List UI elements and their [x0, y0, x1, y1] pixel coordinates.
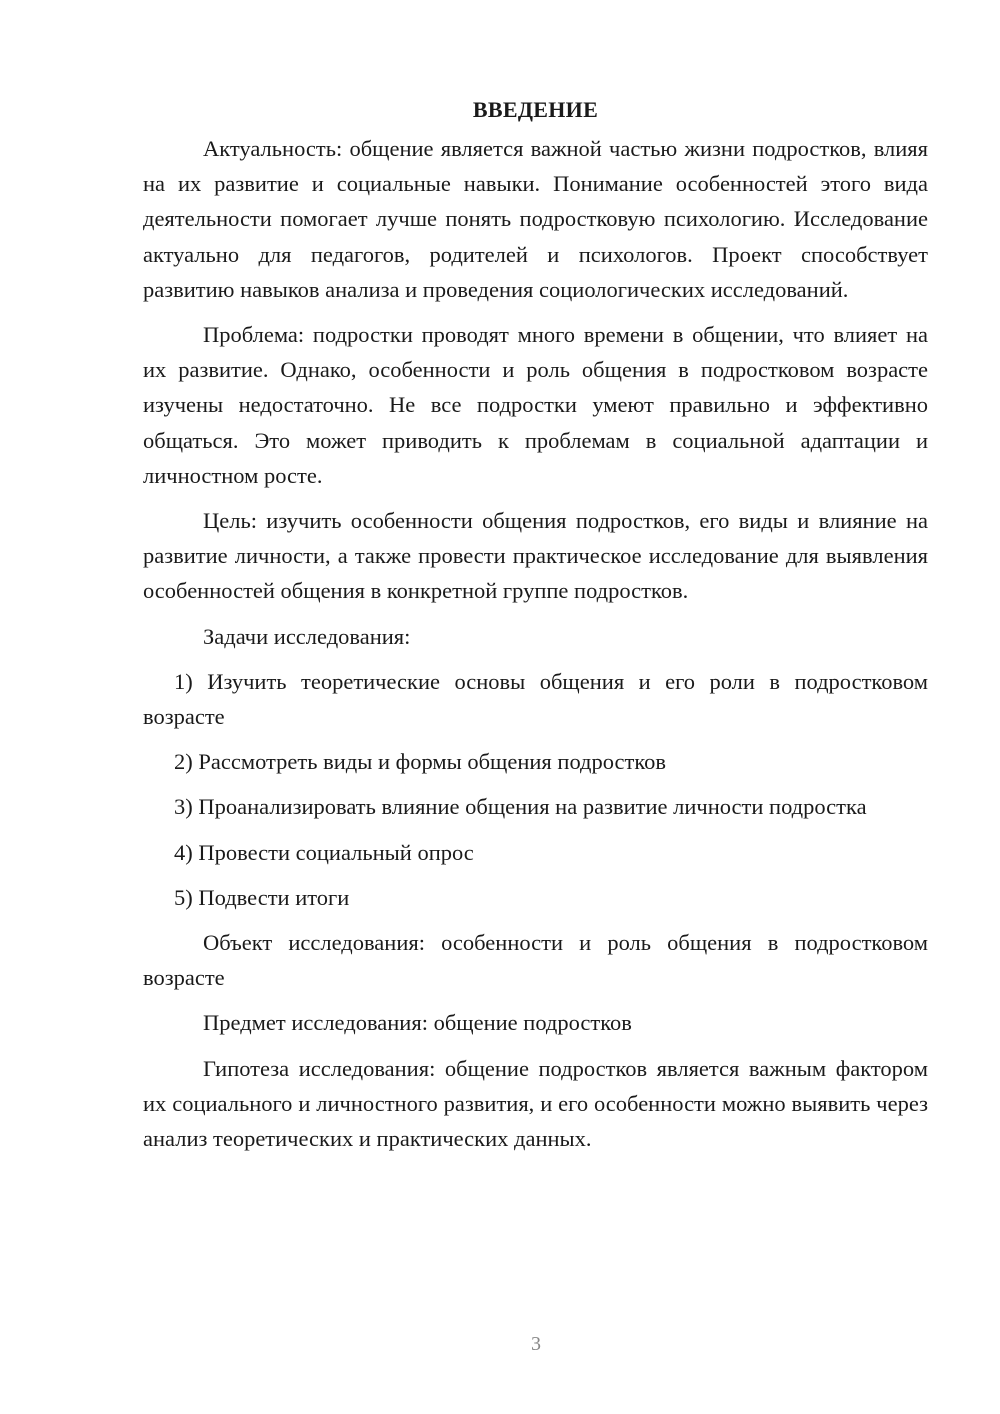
- tasks-heading: Задачи исследования:: [203, 623, 411, 649]
- list-item: 5) Подвести итоги: [174, 884, 350, 910]
- paragraph-object: Объект исследования: особенности и роль общения в подростковом возрасте: [143, 930, 928, 991]
- page-number: 3: [531, 1333, 541, 1355]
- list-item: 4) Провести социальный опрос: [174, 839, 474, 865]
- document-page: [143, 92, 928, 1166]
- paragraph-goal: Цель: изучить особенности общения подростков, его виды и влияние на развитие личности, а также провести практическое исследование для выявления особенностей общения в конкретной группе подростков.: [143, 508, 928, 604]
- list-item: 2) Рассмотреть виды и формы общения подростков: [174, 749, 667, 775]
- tasks-list: [143, 664, 928, 915]
- list-item: 3) Проанализировать влияние общения на развитие личности подростка: [174, 794, 867, 820]
- list-item: 1) Изучить теоретические основы общения и его роли в подростковом возрасте: [143, 668, 928, 730]
- paragraph-problem: Проблема: подростки проводят много времени в общении, что влияет на их развитие. Однако, особенности и роль общения в подростковом возрасте изучены недостаточно. Не все подростки умеют правильно и эффективно общаться. Это может приводить к проблемам в социальной адаптации и личностном росте.: [143, 322, 928, 488]
- paragraph-subject: Предмет исследования: общение подростков: [203, 1010, 632, 1036]
- paragraph-hypothesis: Гипотеза исследования: общение подростков является важным фактором их социального и личностного развития, и его особенности можно выявить через анализ теоретических и практических данных.: [143, 1055, 928, 1152]
- page-title: ВВЕДЕНИЕ: [472, 97, 599, 122]
- paragraph-relevance: Актуальность: общение является важной частью жизни подростков, влияя на их развитие и социальные навыки. Понимание особенностей этого вида деятельности помогает лучше понять подростковую психологию. Исследование актуально для педагогов, родителей и психологов. Проект способствует развитию навыков анализа и проведения социологических исследований.: [143, 136, 928, 302]
